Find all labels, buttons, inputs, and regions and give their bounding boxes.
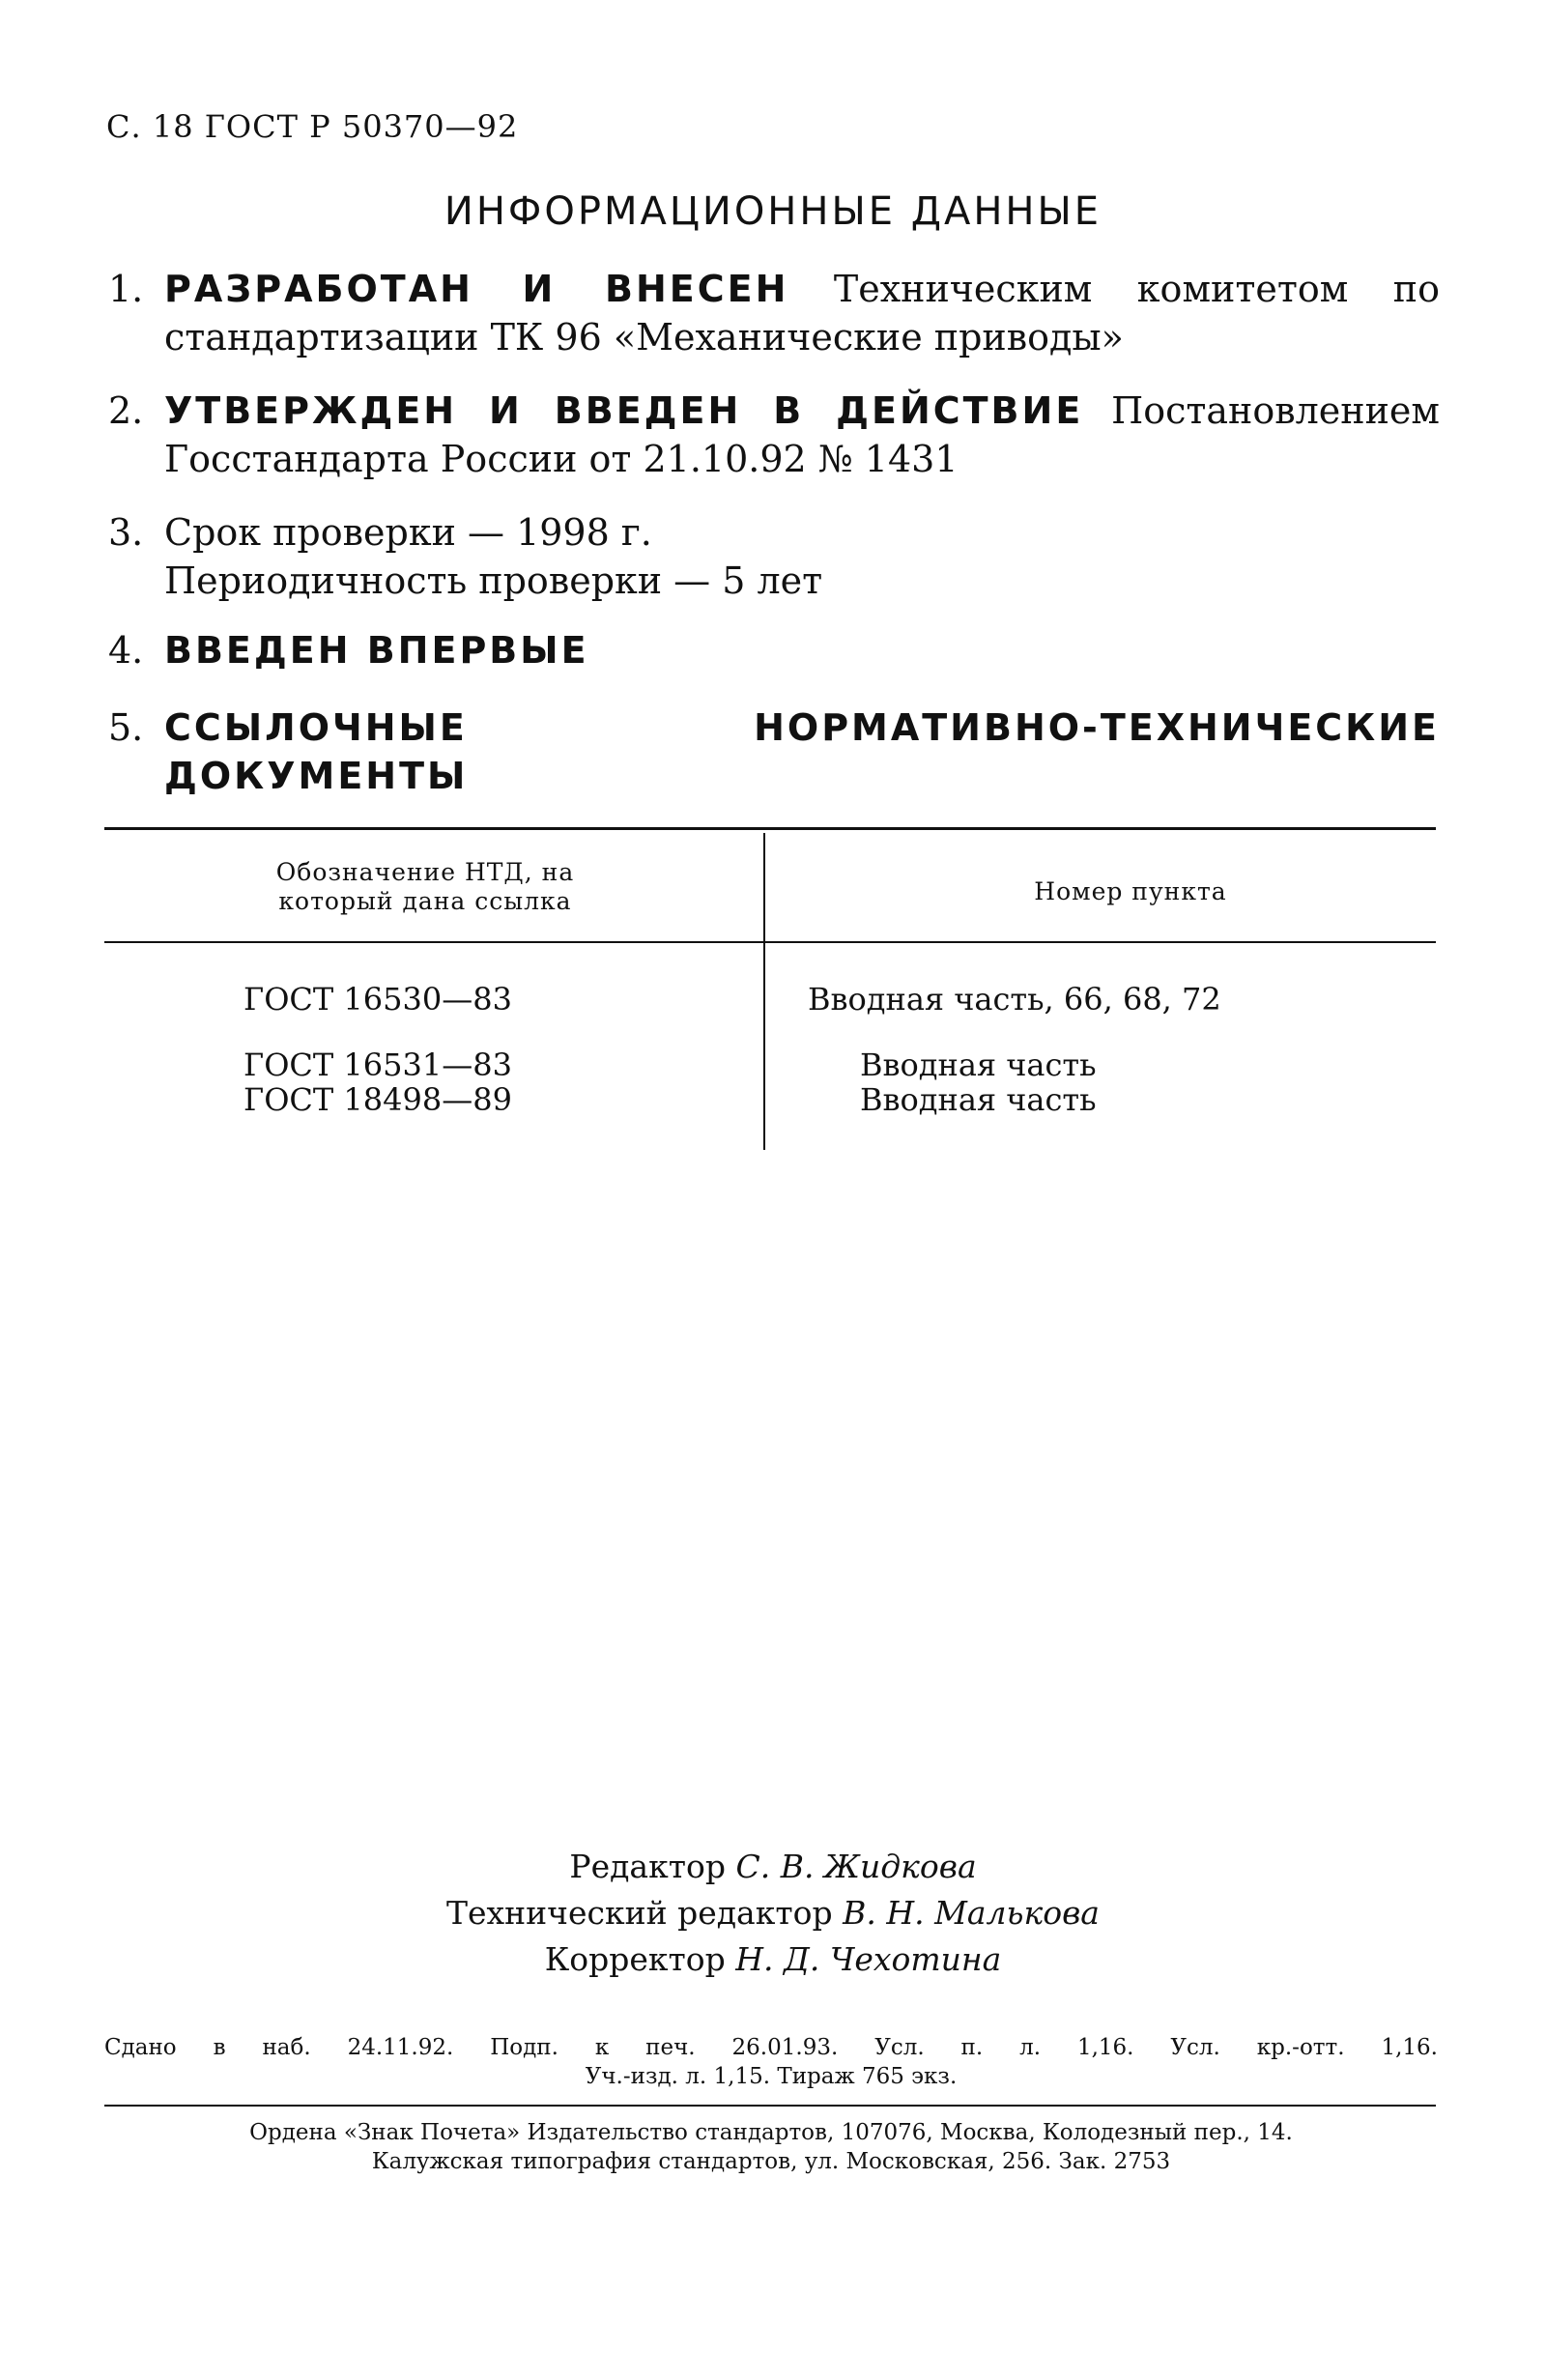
item-text xyxy=(164,265,1440,361)
table-row-2-clause: Вводная часть xyxy=(860,1047,1097,1083)
info-item-5 xyxy=(108,703,1440,800)
item-number: 4. xyxy=(108,629,144,672)
table-row-2-document: ГОСТ 16531—83 xyxy=(243,1047,512,1083)
imprint-line-4: Калужская типография стандартов, ул. Московская, 256. Зак. 2753 xyxy=(371,2149,1171,2174)
item-number: 1. xyxy=(108,268,144,310)
info-item-4 xyxy=(108,626,1440,674)
item-number: 5. xyxy=(108,706,144,749)
imprint-line-1: Сдано в наб. 24.11.92. Подп. к печ. 26.01.93. Усл. п. л. 1,16. Усл. кр.-отт. 1,16. xyxy=(104,2035,1438,2060)
item-rest: Техническим комитетом по стандартизации ТК 96 «Механические приводы» xyxy=(164,268,1440,358)
item-number: 3. xyxy=(108,511,144,554)
credit-line-editor xyxy=(0,1844,1546,1890)
item-text xyxy=(164,508,1440,605)
credits xyxy=(0,1844,1546,1983)
info-item-1 xyxy=(108,265,1440,361)
table-header-rule xyxy=(104,941,1436,943)
item-caps: РАЗРАБОТАН И ВНЕСЕН xyxy=(164,268,789,310)
table-row-1-clause: Вводная часть, 66, 68, 72 xyxy=(808,981,1221,1018)
table-header-clause: Номер пункта xyxy=(1034,877,1227,905)
credit-name: Н. Д. Чехотина xyxy=(735,1940,1002,1978)
credit-line-proofreader xyxy=(0,1936,1546,1983)
table-row-1-document: ГОСТ 16530—83 xyxy=(243,981,512,1018)
credit-role: Редактор xyxy=(569,1848,726,1885)
table-row-3-clause: Вводная часть xyxy=(860,1081,1097,1118)
credit-role: Технический редактор xyxy=(446,1894,833,1932)
table-header-document: Обозначение НТД, на который дана ссылка xyxy=(275,858,575,915)
info-item-2 xyxy=(108,387,1440,483)
credit-name: С. В. Жидкова xyxy=(735,1848,977,1885)
review-frequency-line: Периодичность проверки — 5 лет xyxy=(164,559,823,602)
item-rest: Постановлением Госстандарта России от 21.10.92 № 1431 xyxy=(164,389,1440,480)
item-caps: ВВЕДЕН ВПЕРВЫЕ xyxy=(164,629,589,672)
page-header: С. 18 ГОСТ Р 50370—92 xyxy=(106,108,519,145)
credit-role: Корректор xyxy=(544,1940,726,1978)
page-title: ИНФОРМАЦИОННЫЕ ДАННЫЕ xyxy=(444,189,1102,234)
item-caps: УТВЕРЖДЕН И ВВЕДЕН В ДЕЙСТВИЕ xyxy=(164,389,1084,432)
imprint-line-3: Ордена «Знак Почета» Издательство стандартов, 107076, Москва, Колодезный пер., 14. xyxy=(249,2120,1293,2145)
imprint-line-2: Уч.-изд. л. 1,15. Тираж 765 экз. xyxy=(585,2064,958,2089)
credit-name: В. Н. Малькова xyxy=(843,1894,1100,1932)
item-text xyxy=(164,387,1440,483)
table-row-3-document: ГОСТ 18498—89 xyxy=(243,1081,512,1118)
table-top-rule xyxy=(104,827,1436,830)
publisher-details xyxy=(104,2118,1438,2176)
review-period-line: Срок проверки — 1998 г. xyxy=(164,511,652,554)
printing-details xyxy=(104,2033,1438,2091)
item-text xyxy=(164,703,1440,800)
item-caps: ССЫЛОЧНЫЕ НОРМАТИВНО-ТЕХНИЧЕСКИЕ ДОКУМЕНТЫ xyxy=(164,706,1440,797)
item-number: 2. xyxy=(108,389,144,432)
table-column-divider xyxy=(763,833,765,1150)
imprint-rule xyxy=(104,2105,1436,2107)
item-text xyxy=(164,626,1440,674)
info-item-3 xyxy=(108,508,1440,605)
credit-line-technical-editor xyxy=(0,1890,1546,1936)
